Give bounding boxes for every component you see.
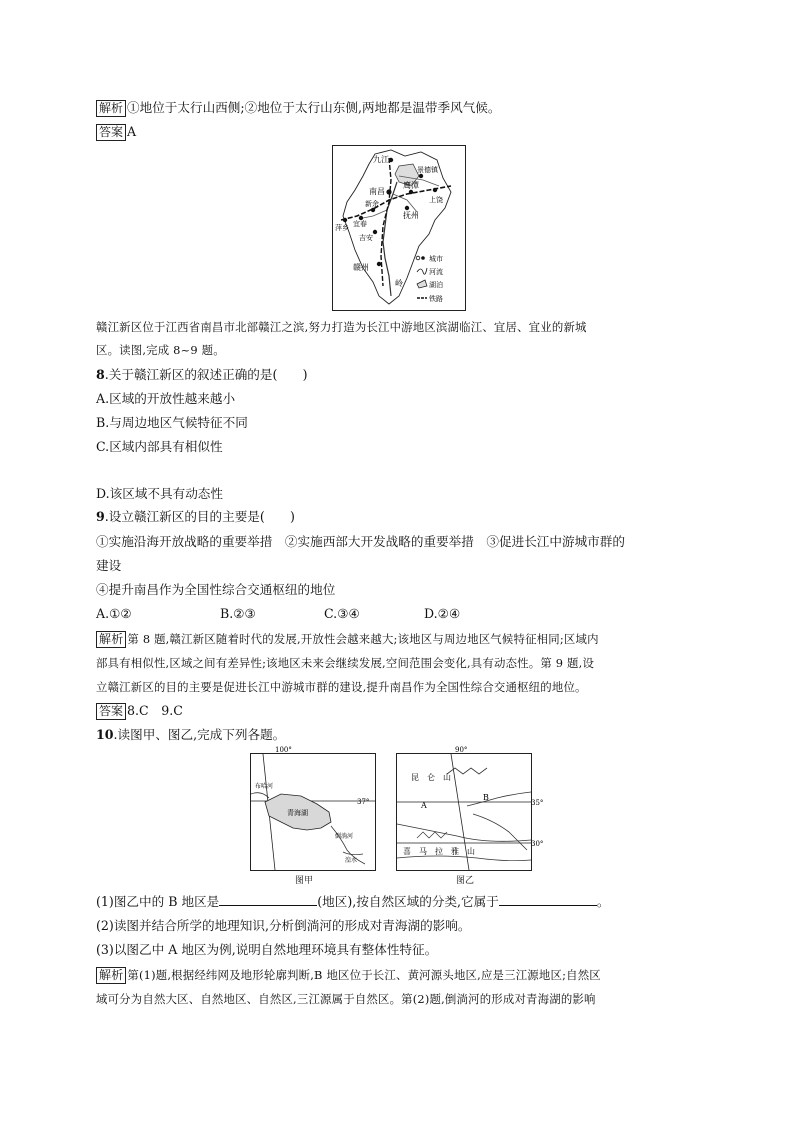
figure-jia [250, 746, 376, 871]
intro-line-2: 区。读图,完成 8~9 题。 [96, 343, 225, 357]
q7-answer [96, 123, 136, 141]
legend-lake: 湖泊 [429, 281, 443, 289]
q89-explanation-line-3: 立赣江新区的目的主要是促进长江中游城市群的建设,提升南昌作为全国性综合交通枢纽的地位。 [96, 680, 587, 694]
q9-number: 9 [96, 509, 105, 524]
city-jingdezhen: 景德镇 [417, 166, 438, 174]
city-yichun: 宜春 [353, 220, 367, 228]
answer-tag: 答案 [96, 703, 126, 720]
explanation-tag: 解析 [96, 100, 126, 117]
q9-line-1: ①实施沿海开放战略的重要举措 ②实施西部大开发战略的重要举措 ③促进长江中游城市群的 [96, 534, 625, 549]
jia-lake: 青海湖 [287, 809, 308, 817]
q9-stem-text: .设立赣江新区的目的主要是( ) [104, 509, 295, 524]
q9-stem [96, 508, 295, 526]
q10-blank-2[interactable] [499, 893, 597, 906]
yi-mountain-kunlun: 昆 仑 山 [411, 773, 451, 782]
q8-number: 8 [96, 367, 105, 382]
q10-stem-text: .读图甲、图乙,完成下列各题。 [113, 727, 286, 742]
q10-blank-1[interactable] [219, 893, 317, 906]
figure-yi [396, 746, 544, 871]
figure-jia-caption: 图甲 [295, 876, 314, 886]
legend-river: 河流 [429, 268, 443, 276]
figure-jia-svg [251, 746, 375, 870]
yi-mountain-himalaya: 喜 马 拉 雅 山 [403, 847, 475, 856]
yi-longitude: 90° [455, 746, 468, 754]
q9-option-a: A.①② [96, 606, 132, 621]
jia-river-huangshui: 湟水 [345, 857, 358, 864]
yi-latitude-30: 30° [531, 840, 544, 848]
q10-sub-1 [96, 893, 609, 911]
q10-number: 10 [96, 727, 114, 742]
answer-tag: 答案 [96, 124, 126, 141]
legend-city: 城市 [429, 255, 443, 263]
q8-option-a: A.区域的开放性越来越小 [96, 391, 236, 406]
jia-latitude: 37° [357, 798, 370, 806]
q8-option-b: B.与周边地区气候特征不同 [96, 415, 248, 430]
city-jiujiang: 九江 [373, 155, 389, 164]
q8-stem-text: .关于赣江新区的叙述正确的是( ) [104, 367, 308, 382]
yi-label-b: B [483, 793, 489, 802]
figure-yi-svg [397, 746, 544, 870]
city-shangrao: 上饶 [429, 196, 443, 204]
q10-sub1-text-a: (1)图乙中的 B 地区是 [96, 894, 220, 909]
city-yingtan: 鹰潭 [403, 181, 419, 190]
q89-answer-text: 8.C 9.C [127, 703, 183, 718]
jia-river-daotang: 倒淌河 [335, 833, 354, 840]
explanation-tag: 解析 [96, 967, 126, 984]
city-fuzhou: 抚州 [403, 211, 419, 220]
q10-explanation-line-1 [96, 966, 601, 984]
q9-options [96, 605, 460, 623]
city-ganzhou: 赣州 [353, 263, 369, 272]
intro-line-1: 赣江新区位于江西省南昌市北部赣江之滨,努力打造为长江中游地区滨湖临江、宜居、宜业的新城 [96, 320, 587, 334]
q10-stem [96, 726, 285, 744]
yi-label-a: A [421, 801, 427, 810]
q8-stem [96, 366, 308, 384]
q10-sub-3: (3)以图乙中 A 地区为例,说明自然地理环境具有整体性特征。 [96, 942, 438, 957]
mountain-label: 岭 [395, 279, 403, 288]
jiangxi-map-svg [333, 146, 465, 310]
city-xinyu: 新余 [365, 200, 379, 208]
q7-explanation-text: ①地位于太行山西侧;②地位于太行山东侧,两地都是温带季风气候。 [127, 100, 501, 115]
city-nanchang: 南昌 [369, 187, 385, 196]
q10-explanation-text-1: 第(1)题,根据经纬网及地形轮廓判断,B 地区位于长江、黄河源头地区,应是三江源地区;自然区 [127, 968, 601, 982]
figure-yi-caption: 图乙 [456, 876, 475, 886]
q10-sub1-text-c: 。 [596, 894, 610, 909]
q10-sub-2: (2)读图并结合所学的地理知识,分析倒淌河的形成对青海湖的影响。 [96, 918, 471, 933]
explanation-tag: 解析 [96, 631, 126, 648]
jia-longitude: 100° [275, 746, 292, 754]
q89-explanation-line-2: 部具有相似性,区域之间有差异性;该地区未来会继续发展,空间范围会变化,具有动态性。第 9 题,设 [96, 656, 595, 670]
jiangxi-map [332, 145, 466, 311]
q89-explanation-line-1 [96, 630, 599, 648]
map-legend [416, 254, 443, 303]
city-jian: 吉安 [359, 234, 373, 242]
q7-explanation [96, 99, 500, 117]
q9-line-2: 建设 [96, 558, 122, 573]
q7-answer-text: A [127, 124, 137, 139]
q9-option-c: C.③④ [324, 606, 360, 621]
q89-explanation-text-1: 第 8 题,赣江新区随着时代的发展,开放性会越来越大;该地区与周边地区气候特征相同;区域内 [127, 632, 599, 646]
yi-latitude-35: 35° [531, 799, 544, 807]
q9-line-3: ④提升南昌作为全国性综合交通枢纽的地位 [96, 582, 336, 597]
q89-answer [96, 702, 183, 720]
legend-railway: 铁路 [429, 295, 443, 303]
city-pingxiang: 萍乡 [335, 224, 349, 232]
q9-option-d: D.②④ [424, 606, 461, 621]
q8-option-d: D.该区域不具有动态性 [96, 486, 223, 501]
q8-option-c: C.区域内部具有相似性 [96, 439, 223, 454]
q9-option-b: B.②③ [220, 606, 256, 621]
jia-river-buha: 布哈河 [255, 783, 274, 790]
q10-explanation-line-2: 域可分为自然大区、自然地区、自然区,三江源属于自然区。第(2)题,倒淌河的形成对青海湖的影响 [96, 992, 596, 1006]
q10-sub1-text-b: (地区),按自然区域的分类,它属于 [317, 894, 499, 909]
